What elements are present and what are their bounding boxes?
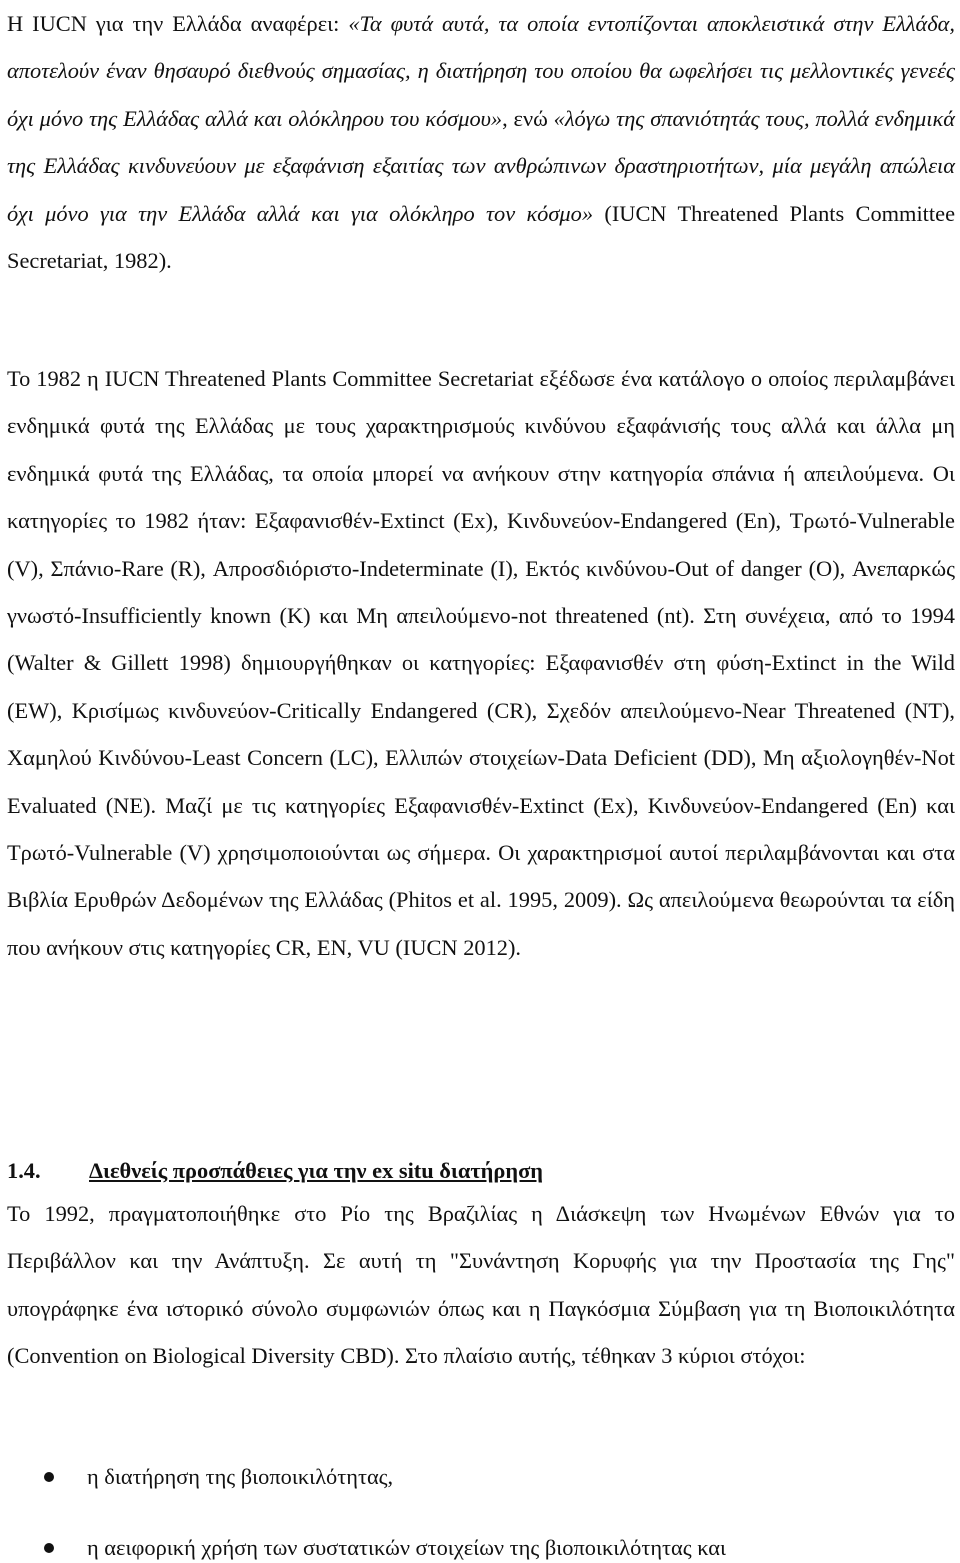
paragraph-rio-summit: Το 1992, πραγματοποιήθηκε στο Ρίο της Βραζιλίας η Διάσκεψη των Ηνωμένων Εθνών για το Περιβάλλον και την Ανάπτυξη. Σε αυτή τη "Συνάντηση Κορυφής για την Προστασία της Γης" υπογράφηκε ένα ιστορικό σύνολο συμφωνιών όπως και η Παγκόσμια Σύμβαση για τη Βιοποικιλότητα (Convention on Biological Diversity CBD). Στο πλαίσιο αυτής, τέθηκαν 3 κύριοι στόχοι: [7, 1201, 955, 1369]
bullet-icon [44, 1543, 54, 1553]
paragraph-iucn-greece [7, 0, 955, 284]
paragraph-connector: , ενώ [502, 105, 554, 131]
quote-treasure: «Τα φυτά αυτά, τα οποία εντοπίζονται αποκλειστικά στην Ελλάδα, αποτελούν έναν θησαυρό διεθνούς σημασίας, η διατήρηση του οποίου θα ωφελήσει τις μελλοντικές γενεές όχι μόνο της Ελλάδας αλλά και ολόκληρου του κόσμου» [7, 11, 955, 131]
paragraph-iucn-categories: Το 1982 η IUCN Threatened Plants Committee Secretariat εξέδωσε ένα κατάλογο ο οποίος περιλαμβάνει ενδημικά φυτά της Ελλάδας με τους χαρακτηρισμούς κινδύνου εξαφάνισής τους αλλά και άλλα μη ενδημικά φυτά της Ελλάδας, τα οποία μπορεί να ανήκουν στην κατηγορία σπάνια ή απειλούμενα. Οι κατηγορίες το 1982 ήταν: Εξαφανισθέν-Extinct (Ex), Κινδυνεύον-Endangered (En), Τρωτό-Vulnerable (V), Σπάνιο-Rare (R), Απροσδιόριστο-Indeterminate (I), Εκτός κινδύνου-Out of danger (O), Ανεπαρκώς γνωστό-Insufficiently known (K) και Μη απειλούμενο-not threatened (nt). Στη συνέχεια, από το 1994 (Walter & Gillett 1998) δημιουργήθηκαν οι κατηγορίες: Εξαφανισθέν στη φύση-Extinct in the Wild (EW), Κρισίμως κινδυνεύον-Critically Endangered (CR), Σχεδόν απειλούμενο-Near Threatened (NT), Χαμηλού Κινδύνου-Least Concern (LC), Ελλιπών στοιχείων-Data Deficient (DD), Μη αξιολογηθέν-Not Evaluated (NE). Μαζί με τις κατηγορίες Εξαφανισθέν-Extinct (Ex), Κινδυνεύον-Endangered (En) και Τρωτό-Vulnerable (V) χρησιμοποιούνται ως σήμερα. Οι χαρακτηρισμοί αυτοί περιλαμβάνονται και στα Βιβλία Ερυθρών Δεδομένων της Ελλάδας (Phitos et al. 1995, 2009). Ως απειλούμενα θεωρούνται τα είδη που ανήκουν στις κατηγορίες CR, EN, VU (IUCN 2012). [7, 366, 955, 960]
list-item-text: η αειφορική χρήση των συστατικών στοιχείων της βιοποικιλότητας και [87, 1535, 727, 1560]
list-item-text: η διατήρηση της βιοποικιλότητας, [87, 1464, 394, 1489]
section-title: Διεθνείς προσπάθειες για την ex situ διατήρηση [89, 1158, 543, 1183]
paragraph-intro: Η IUCN για την Ελλάδα αναφέρει: [7, 11, 349, 36]
paragraph-citation: (IUCN Threatened Plants Committee Secretariat, 1982). [7, 200, 956, 274]
section-heading [7, 1147, 955, 1194]
quote-rarity: «λόγω της σπανιότητάς τους, πολλά ενδημικά της Ελλάδας κινδυνεύουν με εξαφάνιση εξαιτίας των ανθρώπινων δραστηριοτήτων, μία μεγάλη απώλεια όχι μόνο για την Ελλάδα αλλά και για ολόκληρο τον κόσμο» [7, 105, 955, 226]
section-number: 1.4. [7, 1158, 41, 1183]
bullet-icon [44, 1472, 54, 1482]
